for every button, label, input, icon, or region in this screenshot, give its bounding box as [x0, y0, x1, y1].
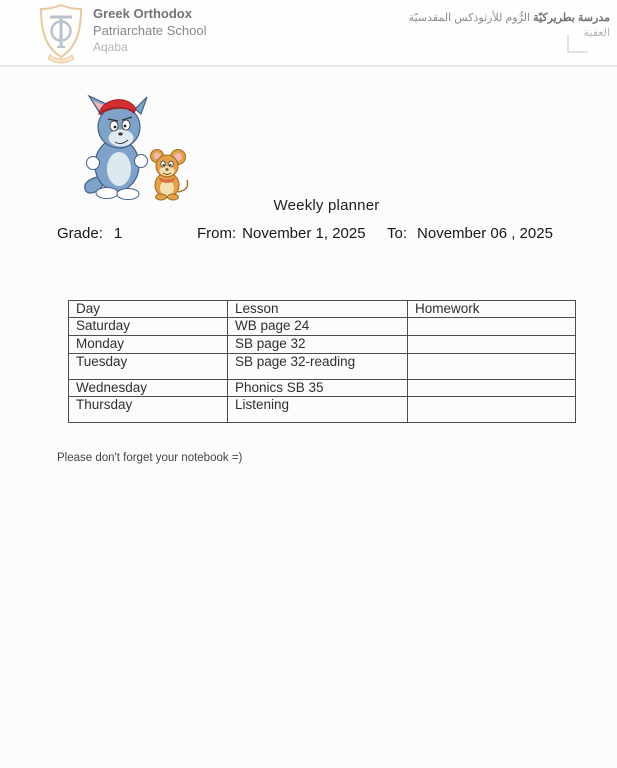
school-header	[0, 0, 617, 67]
stamp-corner-bracket	[567, 34, 588, 53]
school-name-line2: Patriarchate School	[93, 23, 207, 38]
homework-cell	[408, 354, 576, 380]
table-row	[69, 397, 576, 423]
from-date-value: November 1, 2025	[242, 225, 366, 242]
table-header-row	[69, 301, 576, 318]
to-label: To:	[387, 225, 408, 242]
table-row	[69, 380, 576, 397]
from-date-field	[197, 225, 366, 242]
grade-field	[57, 225, 122, 242]
grade-label: Grade:	[57, 225, 103, 242]
column-header-lesson: Lesson	[228, 301, 408, 318]
column-header-day: Day	[69, 301, 228, 318]
school-city-arabic: العقبة	[583, 27, 610, 39]
day-cell: Thursday	[69, 397, 228, 423]
lesson-cell: Phonics SB 35	[228, 380, 408, 397]
lesson-cell: Listening	[228, 397, 408, 423]
grade-and-dates-row	[0, 225, 617, 243]
table-row	[69, 354, 576, 380]
table-row	[69, 318, 576, 336]
homework-cell	[408, 397, 576, 423]
school-city: Aqaba	[93, 40, 128, 54]
day-cell: Monday	[69, 336, 228, 354]
school-name-english	[93, 5, 206, 56]
day-cell: Wednesday	[69, 380, 228, 397]
day-cell: Saturday	[69, 318, 228, 336]
day-cell: Tuesday	[69, 354, 228, 380]
column-header-homework: Homework	[408, 301, 576, 318]
weekly-planner-table	[68, 300, 576, 423]
homework-cell	[408, 336, 576, 354]
school-name-arabic-bold: مدرسة بطريركيّة	[533, 12, 610, 24]
lesson-cell: SB page 32-reading	[228, 354, 408, 380]
to-date-value: November 06 , 2025	[417, 225, 553, 242]
school-logo-shield-icon	[35, 2, 87, 64]
notebook-reminder-note: Please don't forget your notebook =)	[57, 452, 243, 464]
school-name-arabic-rest: الرُّوم للأرثوذكس المقدسيّة	[408, 12, 531, 24]
tom-and-jerry-illustration	[75, 93, 197, 202]
grade-value: 1	[113, 225, 123, 242]
table-row	[69, 336, 576, 354]
from-label: From:	[197, 225, 237, 242]
school-name-line1: Greek Orthodox	[93, 6, 192, 21]
page-title: Weekly planner	[273, 197, 380, 214]
homework-cell	[408, 318, 576, 336]
to-date-field	[387, 225, 553, 242]
lesson-cell: WB page 24	[228, 318, 408, 336]
homework-cell	[408, 380, 576, 397]
lesson-cell: SB page 32	[228, 336, 408, 354]
